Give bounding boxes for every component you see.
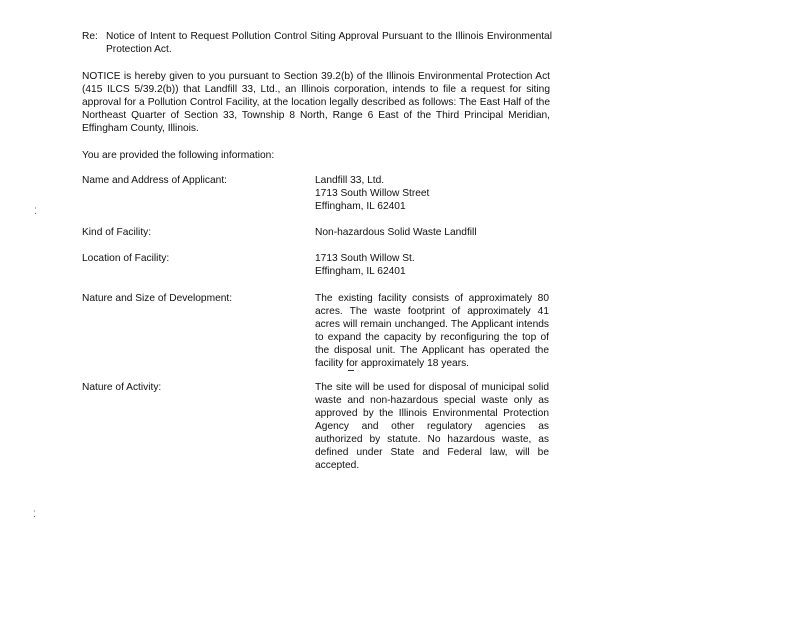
scan-mark: [348, 370, 354, 371]
scan-artifact: ⁚: [33, 509, 36, 519]
development-label: Nature and Size of Development:: [82, 293, 233, 304]
activity-label: Nature of Activity:: [82, 382, 162, 393]
activity-value: The site will be used for disposal of municipal solid waste and non-hazardous special waste only as approved by the Illinois Environmental Protection Agency and other regulatory agencies as authorized by statute. No hazardous waste, as defined under State and Federal law, will be accepted.: [315, 382, 549, 471]
re-text: Notice of Intent to Request Pollution Control Siting Approval Pursuant to the Illinois Environmental Protection Act.: [106, 31, 552, 55]
re-subject: [82, 30, 552, 56]
provided-intro: You are provided the following information:: [82, 150, 275, 161]
applicant-label: Name and Address of Applicant:: [82, 175, 227, 186]
applicant-name: Landfill 33, Ltd.: [315, 175, 385, 186]
kind-label: Kind of Facility:: [82, 227, 152, 238]
location-label: Location of Facility:: [82, 253, 170, 264]
location-address: [315, 252, 549, 278]
development-value: The existing facility consists of approximately 80 acres. The waste footprint of approximately 41 acres will remain unchanged. The Applicant intends to expand the capacity by reconfiguring the top of the disposal unit. The Applicant has operated the facility for approximately 18 years.: [315, 293, 549, 369]
re-label: Re:: [82, 31, 98, 42]
location-city: Effingham, IL 62401: [315, 266, 406, 277]
location-street: 1713 South Willow St.: [315, 253, 415, 264]
scan-artifact: ⁚: [34, 206, 37, 216]
applicant-street: 1713 South Willow Street: [315, 188, 430, 199]
applicant-city: Effingham, IL 62401: [315, 201, 406, 212]
applicant-address: [315, 174, 549, 213]
kind-value: Non-hazardous Solid Waste Landfill: [315, 227, 477, 238]
notice-paragraph: NOTICE is hereby given to you pursuant to Section 39.2(b) of the Illinois Environmental Protection Act (415 ILCS 5/39.2(b)) that Landfill 33, Ltd., an Illinois corporation, intends to file a request for siting approval for a Pollution Control Facility, at the location legally described as follows: The East Half of the Northeast Quarter of Section 33, Township 8 North, Range 6 East of the Third Principal Meridian, Effingham County, Illinois.: [82, 71, 550, 134]
